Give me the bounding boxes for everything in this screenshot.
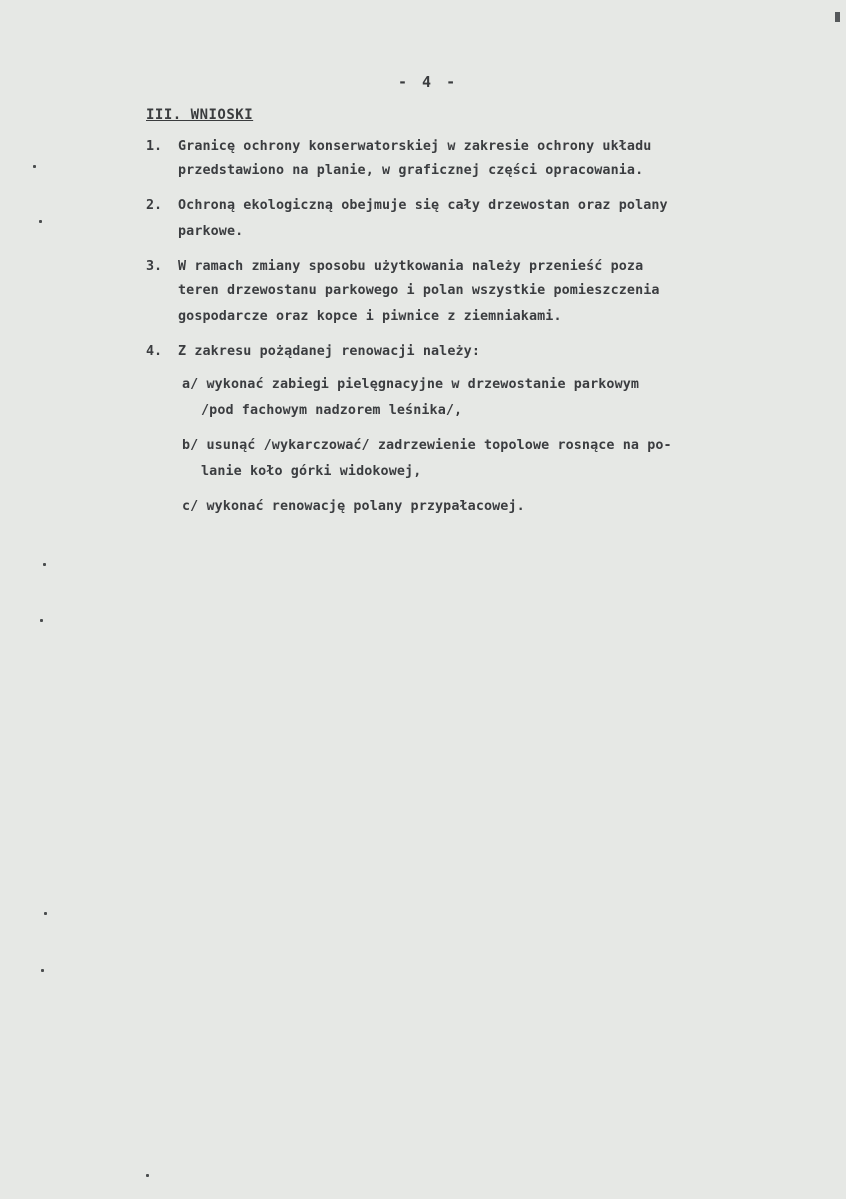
item-line: parkowe.	[178, 224, 244, 239]
subitem-line: a/ wykonać zabiegi pielęgnacyjne w drzewostanie parkowym	[182, 377, 640, 392]
scan-mark	[33, 165, 36, 168]
scan-mark	[40, 619, 43, 622]
subitem-line: b/ usunąć /wykarczować/ zadrzewienie topolowe rosnące na po-	[182, 438, 672, 453]
item-line: teren drzewostanu parkowego i polan wszystkie pomieszczenia	[178, 283, 660, 298]
subitem-line: /pod fachowym nadzorem leśnika/,	[201, 403, 463, 418]
item-number: 2.	[146, 198, 163, 213]
item-line: W ramach zmiany sposobu użytkowania należy przenieść poza	[178, 259, 644, 274]
item-line: Z zakresu pożądanej renowacji należy:	[178, 344, 480, 359]
edge-mark	[835, 12, 840, 22]
subitem-line: lanie koło górki widokowej,	[201, 464, 422, 479]
item-line: Granicę ochrony konserwatorskiej w zakresie ochrony układu	[178, 139, 652, 154]
item-line: przedstawiono na planie, w graficznej części opracowania.	[178, 163, 644, 178]
scan-mark	[44, 912, 47, 915]
item-line: Ochroną ekologiczną obejmuje się cały drzewostan oraz polany	[178, 198, 668, 213]
item-number: 4.	[146, 344, 163, 359]
section-heading: III. WNIOSKI	[146, 107, 254, 123]
item-line: gospodarcze oraz kopce i piwnice z ziemniakami.	[178, 309, 562, 324]
scan-mark	[43, 563, 46, 566]
scan-mark	[39, 220, 42, 223]
item-number: 3.	[146, 259, 163, 274]
item-number: 1.	[146, 139, 163, 154]
scan-mark	[41, 969, 44, 972]
subitem-line: c/ wykonać renowację polany przypałacowej.	[182, 499, 525, 514]
scan-mark	[146, 1174, 149, 1177]
page-number: - 4 -	[398, 73, 459, 91]
